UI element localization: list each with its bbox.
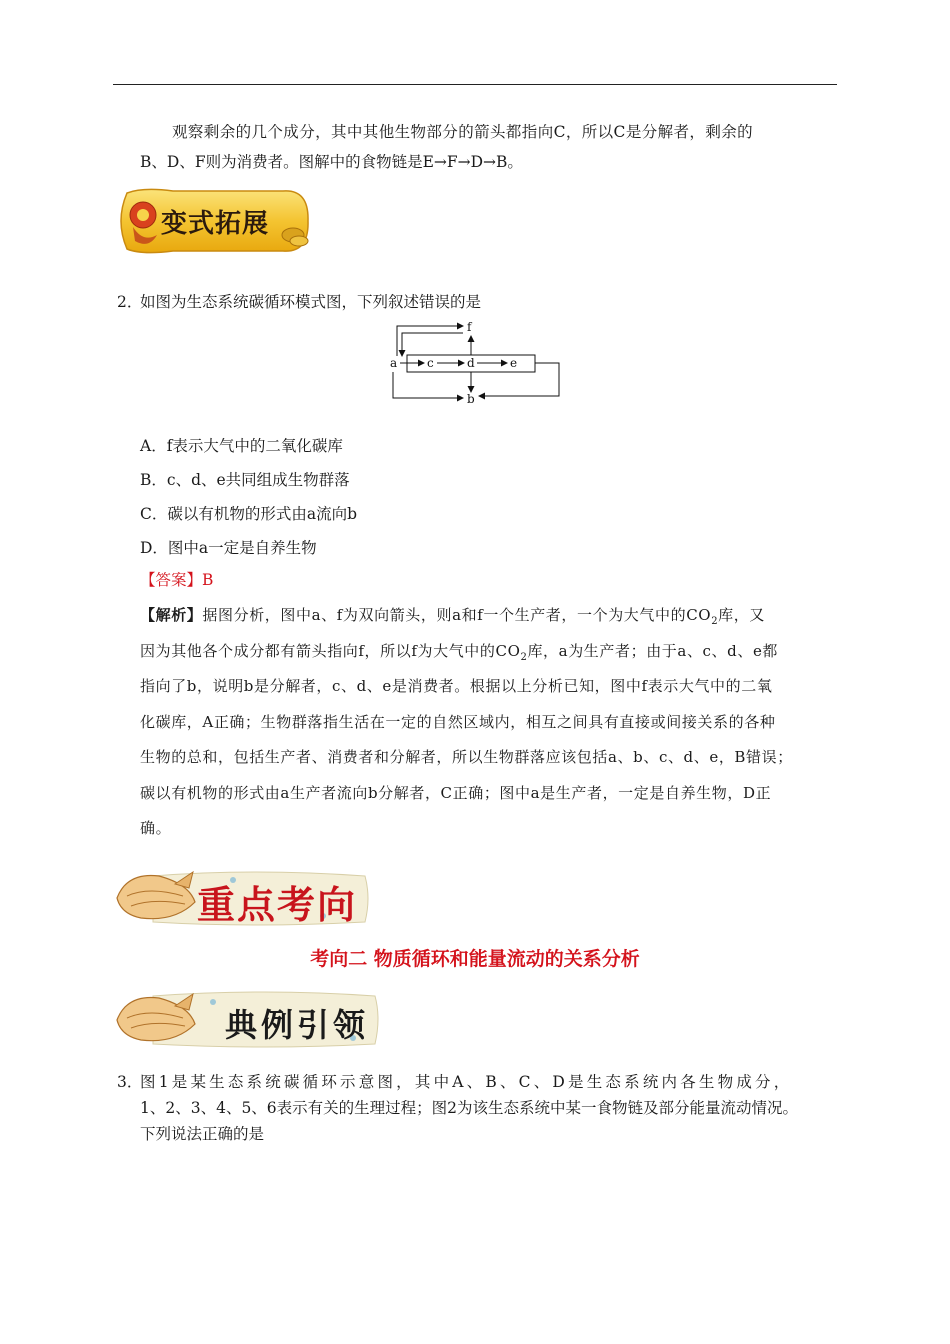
diagram-node-a: a <box>390 356 398 370</box>
q2-option-c: C．碳以有机物的形式由a流向b <box>140 505 358 523</box>
banner-key-direction <box>113 866 373 928</box>
diagram-node-b: b <box>467 392 475 406</box>
q2-option-d: D．图中a一定是自养生物 <box>140 539 317 557</box>
analysis-line-5: 生物的总和，包括生产者、消费者和分解者，所以生物群落应该包括a、b、c、d、e，B错误； <box>140 748 793 766</box>
analysis-line-3: 指向了b，说明b是分解者，c、d、e是消费者。根据以上分析已知，图中f表示大气中的二氧 <box>140 677 773 695</box>
arrow-f-to-a <box>402 333 463 356</box>
q2-answer <box>140 566 213 594</box>
conch-shell-icon <box>117 872 195 919</box>
arrow-e-to-b <box>479 363 559 396</box>
q3-number: 3． <box>117 1073 143 1091</box>
q2-option-b: B．c、d、e共同组成生物群落 <box>140 471 350 489</box>
arrow-a-to-f <box>397 326 463 356</box>
analysis-line-7: 确。 <box>140 819 172 837</box>
analysis-tag: 【解析】 <box>140 606 203 624</box>
analysis-line-1: 【解析】据图分析，图中a、f为双向箭头，则a和f一个生产者，一个为大气中的$CO_2$库，又 <box>140 606 765 627</box>
answer-value: B <box>202 571 214 589</box>
conch-shell-icon <box>117 994 195 1041</box>
analysis-line-2: 因为其他各个成分都有箭头指向f，所以f为大气中的$CO_2$库，a为生产者；由于a、c、d、e都 <box>140 641 779 663</box>
diagram-node-c: c <box>427 356 434 370</box>
diagram-node-e: e <box>510 356 518 370</box>
banner-example-label: 典例引领 <box>225 1006 370 1044</box>
intro-line-1: 观察剩余的几个成分，其中其他生物部分的箭头都指向C，所以C是分解者，剩余的 <box>172 123 754 141</box>
diagram-node-f: f <box>467 320 472 334</box>
section-title: 考向二 物质循环和能量流动的关系分析 <box>310 948 640 970</box>
diagram-node-d: d <box>467 356 475 370</box>
banner-variant-expansion <box>113 183 313 259</box>
q2-number: 2． <box>117 293 143 311</box>
banner-variant-label: 变式拓展 <box>161 209 270 239</box>
arrow-a-to-b <box>393 372 463 398</box>
answer-tag: 【答案】 <box>140 571 203 589</box>
q2-stem: 如图为生态系统碳循环模式图，下列叙述错误的是 <box>140 293 482 311</box>
analysis-line-6: 碳以有机物的形式由a生产者流向b分解者，C正确；图中a是生产者，一定是自养生物，D正 <box>140 783 772 802</box>
analysis-line-4: 化碳库，A正确；生物群落指生活在一定的自然区域内，相互之间具有直接或间接关系的各种 <box>140 712 776 731</box>
q2-analysis <box>140 598 837 847</box>
q3-line-2: 1、2、3、4、5、6表示有关的生理过程；图2为该生态系统中某一食物链及部分能量流动情况。 <box>140 1099 799 1117</box>
carbon-cycle-diagram <box>387 318 563 406</box>
q3-line-3: 下列说法正确的是 <box>140 1125 265 1143</box>
q2-option-a: A．f表示大气中的二氧化碳库 <box>140 437 343 455</box>
q3-line-1: 图1是某生态系统碳循环示意图，其中A、B、C、D是生态系统内各生物成分， <box>140 1073 793 1091</box>
banner-typical-example <box>113 986 383 1050</box>
banner-key-label: 重点考向 <box>197 882 358 927</box>
intro-line-2: B、D、F则为消费者。图解中的食物链是E→F→D→B。 <box>140 153 523 171</box>
header-rule <box>113 84 837 85</box>
